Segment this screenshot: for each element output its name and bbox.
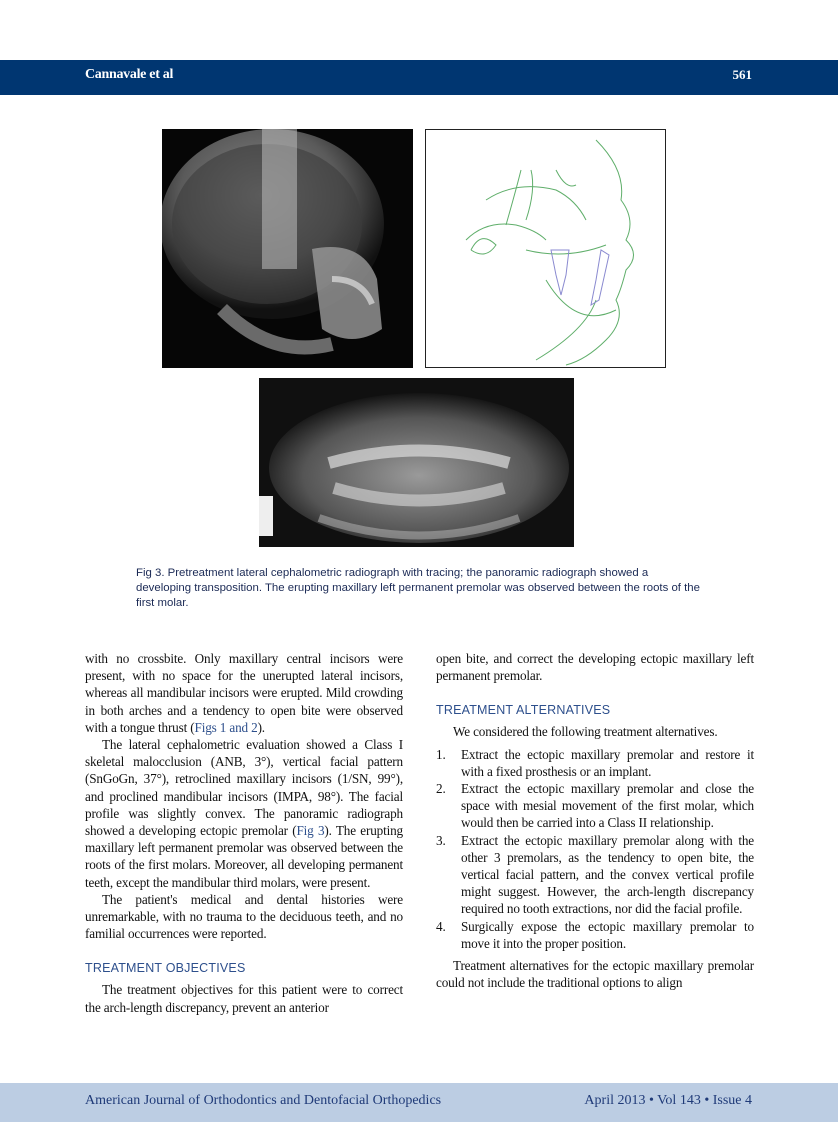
running-footer bbox=[0, 1083, 838, 1122]
paragraph: We considered the following treatment alternatives. bbox=[453, 724, 718, 740]
left-column bbox=[85, 650, 403, 1016]
figure-link[interactable]: Figs 1 and 2 bbox=[194, 719, 258, 735]
list-text: Extract the ectopic maxillary premolar and restore it with a fixed prosthesis or an implant. bbox=[461, 746, 754, 779]
list-item bbox=[436, 746, 754, 780]
right-column bbox=[436, 650, 754, 991]
running-header bbox=[0, 60, 838, 95]
paragraph: The treatment objectives for this patient were to correct the arch-length discrepancy, prevent an anterior bbox=[85, 982, 403, 1015]
running-author: Cannavale et al bbox=[85, 67, 174, 82]
figure-link[interactable]: Fig 3 bbox=[296, 823, 325, 839]
cephalometric-tracing bbox=[425, 129, 666, 368]
paragraph: Treatment alternatives for the ectopic maxillary premolar could not include the traditional options to align bbox=[436, 958, 754, 991]
cephalometric-radiograph bbox=[162, 129, 413, 368]
issue-info: April 2013 • Vol 143 • Issue 4 bbox=[584, 1093, 752, 1108]
list-item bbox=[436, 918, 754, 952]
list-number: 1. bbox=[436, 746, 446, 762]
text: The lateral cephalometric evaluation showed a Class I skeletal malocclusion (ANB, 3°), vertical facial pattern (SnGoGn, 37°), retroclined maxillary incisors (1/SN, 99°), and proclined mandibular incisors (IMPA, 98°). The facial profile was slightly convex. The panoramic radiograph showed a developing ectopic premolar ( bbox=[85, 737, 403, 839]
section-heading: TREATMENT ALTERNATIVES bbox=[436, 703, 611, 718]
paragraph bbox=[85, 650, 403, 736]
alternatives-list bbox=[436, 746, 754, 952]
text: ). bbox=[257, 719, 265, 735]
list-text: Extract the ectopic maxillary premolar along with the other 3 premolars, as the tendency to open bite, the vertical facial pattern, and the convex vertical profile might suggest. However, the arch-length discrepancy required no tooth extractions, nor did the facial profile. bbox=[461, 832, 754, 917]
list-item bbox=[436, 832, 754, 918]
journal-name: American Journal of Orthodontics and Dentofacial Orthopedics bbox=[85, 1093, 442, 1108]
list-item bbox=[436, 780, 754, 832]
list-text: Extract the ectopic maxillary premolar and close the space with mesial movement of the first molar, which would then be carried into a Class II relationship. bbox=[461, 781, 754, 831]
page-number: 561 bbox=[732, 67, 752, 82]
list-number: 3. bbox=[436, 832, 446, 848]
panoramic-radiograph bbox=[259, 378, 574, 547]
section-heading: TREATMENT OBJECTIVES bbox=[85, 961, 246, 976]
paragraph: open bite, and correct the developing ectopic maxillary left permanent premolar. bbox=[436, 651, 754, 684]
text: ). The erupting maxillary left permanent premolar was observed between the roots of the first molars. Moreover, all developing permanent teeth, except the mandibular third molars, were present. bbox=[85, 823, 404, 890]
paragraph: The patient's medical and dental histories were unremarkable, with no trauma to the deciduous teeth, and no familial occurrences were reported. bbox=[85, 891, 403, 942]
list-text: Surgically expose the ectopic maxillary premolar to move it into the proper position. bbox=[461, 918, 754, 951]
figure-caption: Fig 3. Pretreatment lateral cephalometric radiograph with tracing; the panoramic radiograph showed a developing transposition. The erupting maxillary left permanent premolar was observed between the roots of the first molar. bbox=[136, 567, 700, 609]
list-number: 4. bbox=[436, 918, 446, 934]
list-number: 2. bbox=[436, 781, 446, 797]
paragraph bbox=[85, 736, 403, 891]
text: with no crossbite. Only maxillary central incisors were present, with no space for the unerupted lateral incisors, whereas all mandibular incisors were erupted. Mild crowding in both arches and a tendency to open bite were observed with a tongue thrust ( bbox=[85, 651, 403, 735]
